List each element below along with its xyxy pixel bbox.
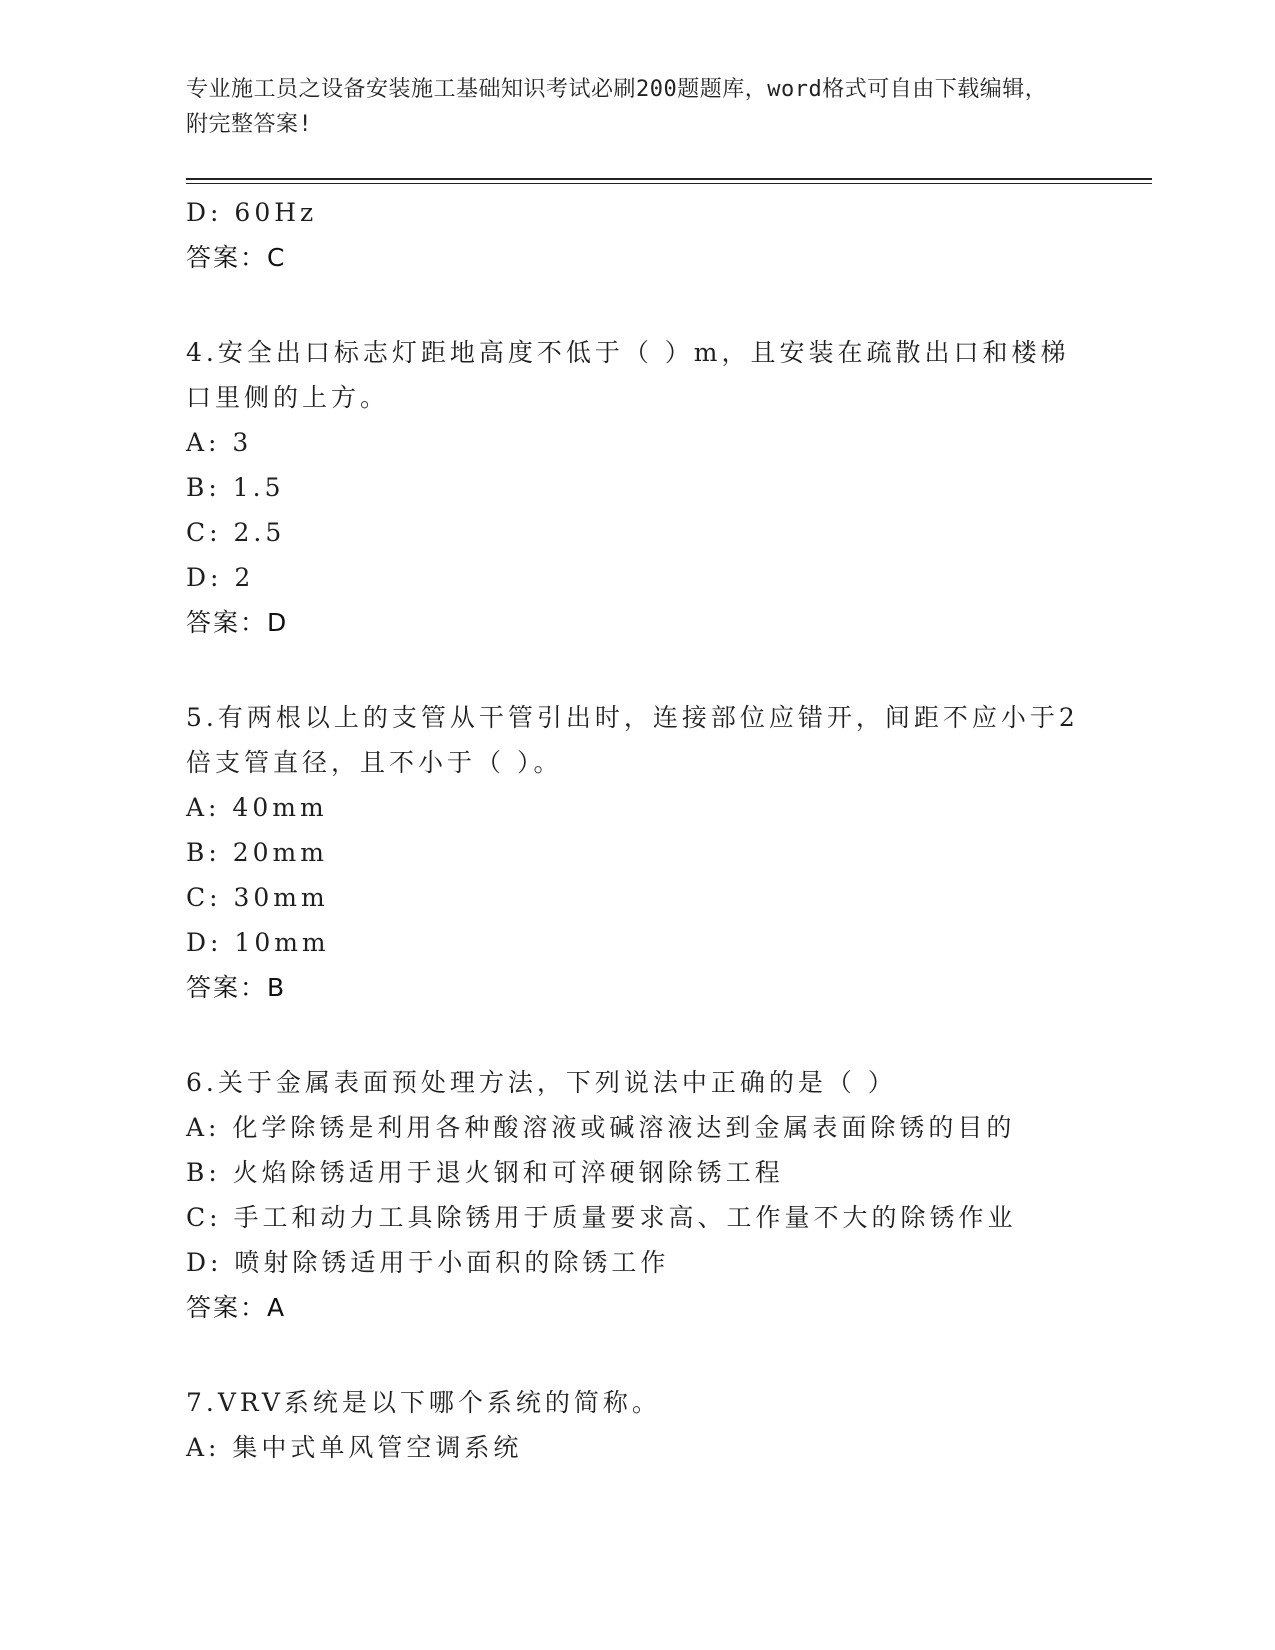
question-option: B: 1.5 bbox=[186, 473, 285, 502]
document-header bbox=[186, 72, 1066, 142]
question-option: D: 2 bbox=[186, 563, 255, 592]
question-option: C: 手工和动力工具除锈用于质量要求高、工作量不大的除锈作业 bbox=[186, 1203, 1017, 1232]
question-option: C: 30mm bbox=[186, 883, 329, 912]
header-title: 专业施工员之设备安装施工基础知识考试必刷200题题库，word格式可自由下载编辑，附完整答案! bbox=[186, 77, 1048, 137]
document-body bbox=[186, 190, 1086, 1470]
question-option: B: 20mm bbox=[186, 838, 328, 867]
question-stem: 5.有两根以上的支管从干管引出时，连接部位应错开，间距不应小于2倍支管直径，且不小于（ ）。 bbox=[186, 703, 1079, 777]
prev-option-d: D: 60Hz bbox=[186, 198, 318, 227]
question-option: C: 2.5 bbox=[186, 518, 286, 547]
question-option: B: 火焰除锈适用于退火钢和可淬硬钢除锈工程 bbox=[186, 1158, 784, 1187]
question-option: A: 化学除锈是利用各种酸溶液或碱溶液达到金属表面除锈的目的 bbox=[186, 1113, 1016, 1142]
question-stem: 4.安全出口标志灯距地高度不低于（ ）m，且安装在疏散出口和楼梯口里侧的上方。 bbox=[186, 338, 1070, 412]
question-option: A: 集中式单风管空调系统 bbox=[186, 1433, 523, 1462]
question-option: A: 40mm bbox=[186, 793, 328, 822]
header-divider bbox=[186, 178, 1152, 184]
question-option: D: 10mm bbox=[186, 928, 330, 957]
question-answer: 答案：B bbox=[186, 973, 287, 1002]
prev-answer: 答案：C bbox=[186, 243, 287, 272]
question-stem: 7.VRV系统是以下哪个系统的简称。 bbox=[186, 1388, 661, 1417]
question-stem: 6.关于金属表面预处理方法，下列说法中正确的是（ ） bbox=[186, 1068, 897, 1097]
question-answer: 答案：A bbox=[186, 1293, 287, 1322]
question-option: D: 喷射除锈适用于小面积的除锈工作 bbox=[186, 1248, 670, 1277]
question-answer: 答案：D bbox=[186, 608, 289, 637]
question-option: A: 3 bbox=[186, 428, 253, 457]
